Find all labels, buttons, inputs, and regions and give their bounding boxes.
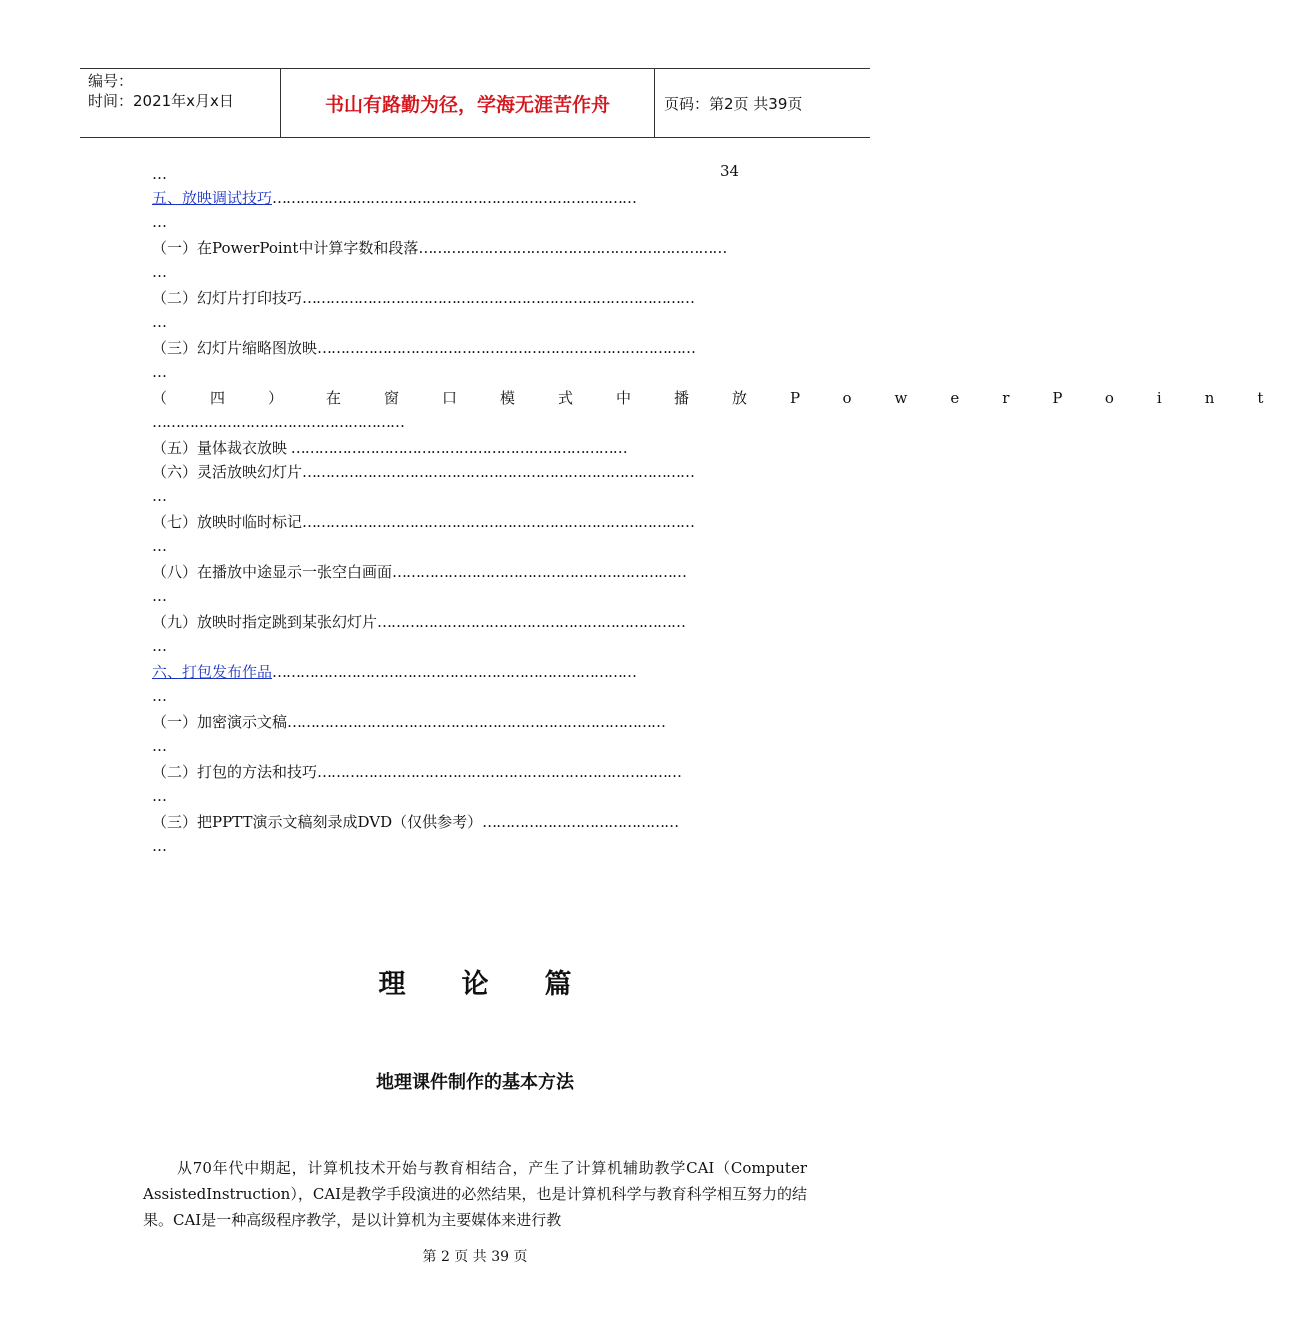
toc-entry-label: （四）在窗口模式中播放PowerPoint bbox=[152, 389, 1306, 407]
toc-continuation: … bbox=[152, 165, 167, 183]
toc-entry-label: （九）放映时指定跳到某张幻灯片 bbox=[152, 613, 378, 631]
toc-entry-label: （六）灵活放映幻灯片 bbox=[152, 463, 303, 481]
toc-page-number: 34 bbox=[720, 162, 740, 180]
number-label: 编号： bbox=[88, 72, 134, 90]
toc-entry-label: （一）加密演示文稿 bbox=[152, 713, 288, 731]
header-page-label: 页码：第2页 共39页 bbox=[664, 94, 803, 113]
page-footer: 第 2 页 共 39 页 bbox=[422, 1249, 528, 1265]
toc-entry-label: （三）幻灯片缩略图放映 bbox=[152, 339, 318, 357]
toc-entry-label: （七）放映时临时标记 bbox=[152, 513, 303, 531]
section-title: 理论篇 bbox=[378, 969, 628, 1000]
body-paragraph: 从70年代中期起，计算机技术开始与教育相结合，产生了计算机辅助教学CAI（Computer AssistedInstruction），CAI是教学手段演进的必然结果，也是计算机科学与教育科学相互努力的结果。CAI是一种高级程序教学，是以计算机为主要媒体来进行教 bbox=[143, 1159, 807, 1229]
article-title: 地理课件制作的基本方法 bbox=[376, 1072, 574, 1093]
toc-entry-label: （二）打包的方法和技巧 bbox=[152, 763, 318, 781]
toc-link-section-6[interactable]: 六、打包发布作品 bbox=[152, 663, 273, 681]
toc-entry-label: （三）把PPTT演示文稿刻录成DVD（仅供参考） bbox=[152, 813, 483, 831]
toc-link-section-5[interactable]: 五、放映调试技巧 bbox=[152, 189, 273, 207]
page-header bbox=[80, 68, 870, 138]
header-meta bbox=[80, 69, 281, 137]
time-label: 时间：2021年x月x日 bbox=[88, 92, 234, 110]
header-motto: 书山有路勤为径，学海无涯苦作舟 bbox=[281, 69, 655, 137]
toc-entry-label: （五）量体裁衣放映 bbox=[152, 439, 288, 457]
toc-entry-label: （一）在PowerPoint中计算字数和段落 bbox=[152, 239, 419, 257]
body-text bbox=[143, 1155, 807, 1233]
toc-entry-label: （八）在播放中途显示一张空白画面 bbox=[152, 563, 393, 581]
toc-entry-label: （二）幻灯片打印技巧 bbox=[152, 289, 303, 307]
